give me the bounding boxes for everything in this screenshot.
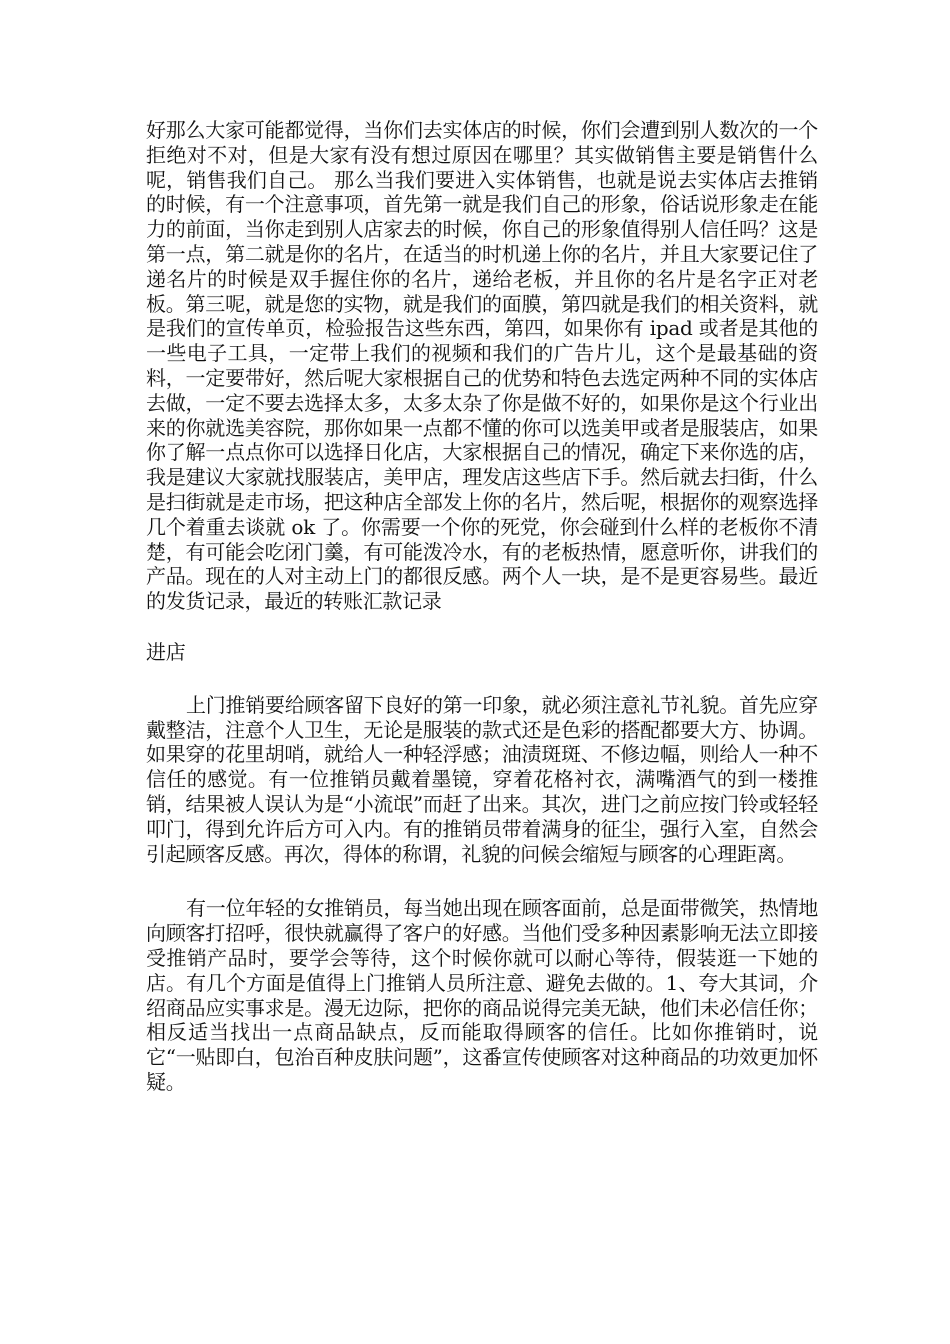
paragraph-example: 有一位年轻的女推销员，每当她出现在顾客面前，总是面带微笑，热情地向顾客打招呼，很快就赢得了客户的好感。当他们受多种因素影响无法立即接受推销产品时，要学会等待，这个时候你就可以耐心等待，假装逛一下她的店。有几个方面是值得上门推销人员所注意、避免去做的。1、夸大其词，介绍商品应实事求是。漫无边际，把你的商品说得完美无缺，他们未必信任你；相反适当找出一点商品缺点，反而能取得顾客的信任。比如你推销时，说它“一贴即白，包治百种皮肤问题”，这番宣传使顾客对这种商品的功效更加怀疑。 xyxy=(146,896,818,1094)
document-page xyxy=(146,118,818,1095)
paragraph-intro: 好那么大家可能都觉得，当你们去实体店的时候，你们会遭到别人数次的一个拒绝对不对，但是大家有没有想过原因在哪里？其实做销售主要是销售什么呢，销售我们自己。 那么当我们要进入实体销售，也就是说去实体店去推销的时候，有一个注意事项，首先第一就是我们自己的形象，俗话说形象走在能力的前面，当你走到别人店家去的时候，你自己的形象值得别人信任吗？这是第一点，第二就是你的名片，在适当的时机递上你的名片，并且大家要记住了递名片的时候是双手握住你的名片，递给老板，并且你的名片是名字正对老板。第三呢，就是您的实物，就是我们的面膜，第四就是我们的相关资料，就是我们的宣传单页，检验报告这些东西，第四，如果你有 ipad 或者是其他的一些电子工具，一定带上我们的视频和我们的广告片儿，这个是最基础的资料，一定要带好，然后呢大家根据自己的优势和特色去选定两种不同的实体店去做，一定不要去选择太多，太多太杂了你是做不好的，如果你是这个行业出来的你就选美容院，那你如果一点都不懂的你可以选美甲或者是服装店，如果你了解一点点你可以选择日化店，大家根据自己的情况，确定下来你选的店，我是建议大家就找服装店，美甲店，理发店这些店下手。然后就去扫街，什么是扫街就是走市场，把这种店全部发上你的名片，然后呢，根据你的观察选择几个着重去谈就 ok 了。你需要一个你的死党，你会碰到什么样的老板你不清楚，有可能会吃闭门羹，有可能泼冷水，有的老板热情，愿意听你，讲我们的产品。现在的人对主动上门的都很反感。两个人一块，是不是更容易些。最近的发货记录，最近的转账汇款记录 xyxy=(146,118,818,614)
paragraph-etiquette: 上门推销要给顾客留下良好的第一印象，就必须注意礼节礼貌。首先应穿戴整洁，注意个人卫生，无论是服装的款式还是色彩的搭配都要大方、协调。如果穿的花里胡哨，就给人一种轻浮感；油渍斑斑、不修边幅，则给人一种不信任的感觉。有一位推销员戴着墨镜，穿着花格衬衣，满嘴酒气的到一楼推销，结果被人误认为是“小流氓”而赶了出来。其次，进门之前应按门铃或轻轻叩门，得到允许后方可入内。有的推销员带着满身的征尘，强行入室，自然会引起顾客反感。再次，得体的称谓，礼貌的问候会缩短与顾客的心理距离。 xyxy=(146,692,818,866)
section-heading: 进店 xyxy=(146,639,186,664)
